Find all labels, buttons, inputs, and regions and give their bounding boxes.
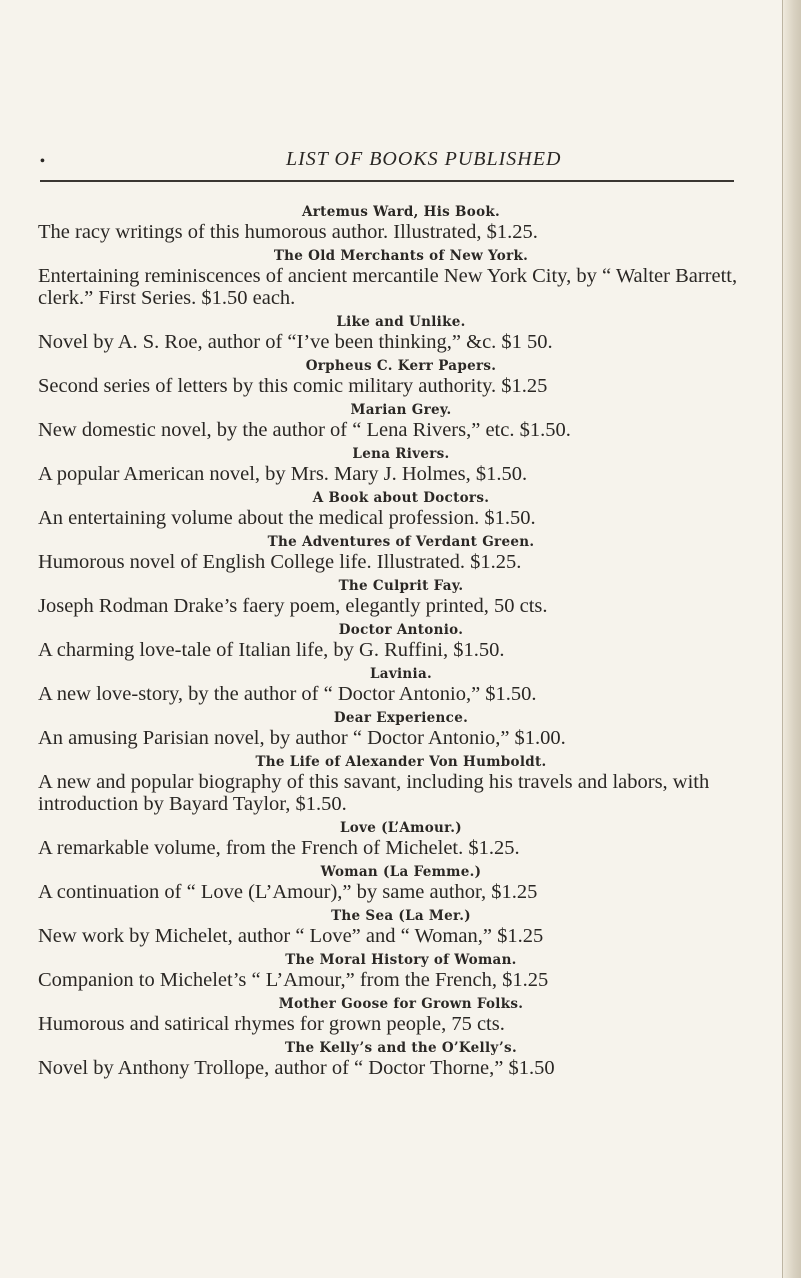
book-entry <box>38 490 744 529</box>
book-description: A new and popular biography of this savant, including his travels and labors, with introduction by Bayard Taylor, $1.50. <box>38 771 715 815</box>
book-description: A popular American novel, by Mrs. Mary J. Holmes, $1.50. <box>38 463 528 485</box>
book-title: Love (L’Amour.) <box>339 820 462 836</box>
book-entry <box>38 358 744 397</box>
book-entry <box>38 864 744 903</box>
book-description: Novel by A. S. Roe, author of “I’ve been thinking,” &c. $1 50. <box>38 331 553 353</box>
book-entry <box>38 908 744 947</box>
book-description: The racy writings of this humorous author. Illustrated, $1.25. <box>38 221 538 243</box>
page-header <box>40 148 740 188</box>
book-entry <box>38 534 744 573</box>
book-description: A charming love-tale of Italian life, by G. Ruffini, $1.50. <box>38 639 505 661</box>
book-entry <box>38 446 744 485</box>
book-title: Marian Grey. <box>350 402 452 418</box>
book-entry <box>38 578 744 617</box>
book-entry <box>38 710 744 749</box>
book-title: The Kelly’s and the O’Kelly’s. <box>285 1040 517 1056</box>
book-entry <box>38 1040 744 1079</box>
book-title: Mother Goose for Grown Folks. <box>278 996 524 1012</box>
book-description: An amusing Parisian novel, by author “ Doctor Antonio,” $1.00. <box>38 727 566 749</box>
book-title: The Life of Alexander Von Humboldt. <box>255 754 547 770</box>
book-description: Second series of letters by this comic military authority. $1.25 <box>38 375 548 397</box>
book-title: Woman (La Femme.) <box>320 864 482 880</box>
book-entry <box>38 248 744 309</box>
book-description: Companion to Michelet’s “ L’Amour,” from the French, $1.25 <box>38 969 549 991</box>
book-title: The Culprit Fay. <box>338 578 464 594</box>
page-edge <box>782 0 801 1278</box>
book-description: A continuation of “ Love (L’Amour),” by same author, $1.25 <box>38 881 538 903</box>
book-title: The Sea (La Mer.) <box>331 908 471 924</box>
book-description: A remarkable volume, from the French of Michelet. $1.25. <box>38 837 520 859</box>
book-title: Artemus Ward, His Book. <box>301 204 501 220</box>
book-description: Entertaining reminiscences of ancient mercantile New York City, by “ Walter Barrett, clerk.” First Series. $1.50 each. <box>38 265 743 309</box>
book-entry <box>38 314 744 353</box>
header-rule <box>40 180 734 182</box>
book-title: The Old Merchants of New York. <box>273 248 529 264</box>
book-entry <box>38 622 744 661</box>
book-description: Novel by Anthony Trollope, author of “ Doctor Thorne,” $1.50 <box>38 1057 555 1079</box>
book-description: Joseph Rodman Drake’s faery poem, elegantly printed, 50 cts. <box>38 595 548 617</box>
book-title: A Book about Doctors. <box>312 490 490 506</box>
book-title: Dear Experience. <box>333 710 469 726</box>
book-description: New domestic novel, by the author of “ Lena Rivers,” etc. $1.50. <box>38 419 571 441</box>
book-entry <box>38 402 744 441</box>
book-entry <box>38 996 744 1035</box>
book-title: Doctor Antonio. <box>338 622 464 638</box>
book-title: Lavinia. <box>369 666 432 682</box>
book-entry <box>38 666 744 705</box>
book-title: Orpheus C. Kerr Papers. <box>305 358 497 374</box>
book-entry <box>38 754 744 815</box>
book-entry <box>38 204 744 243</box>
book-description: Humorous novel of English College life. Illustrated. $1.25. <box>38 551 522 573</box>
book-title: The Moral History of Woman. <box>285 952 517 968</box>
book-list <box>38 204 744 1084</box>
book-title: The Adventures of Verdant Green. <box>267 534 535 550</box>
running-head: LIST OF BOOKS PUBLISHED <box>286 148 562 170</box>
book-description: A new love-story, by the author of “ Doctor Antonio,” $1.50. <box>38 683 537 705</box>
book-title: Lena Rivers. <box>352 446 450 462</box>
book-description: An entertaining volume about the medical profession. $1.50. <box>38 507 536 529</box>
book-description: Humorous and satirical rhymes for grown people, 75 cts. <box>38 1013 505 1035</box>
bullet-mark: • <box>40 154 45 169</box>
book-description: New work by Michelet, author “ Love” and “ Woman,” $1.25 <box>38 925 544 947</box>
book-title: Like and Unlike. <box>336 314 466 330</box>
book-entry <box>38 952 744 991</box>
book-entry <box>38 820 744 859</box>
